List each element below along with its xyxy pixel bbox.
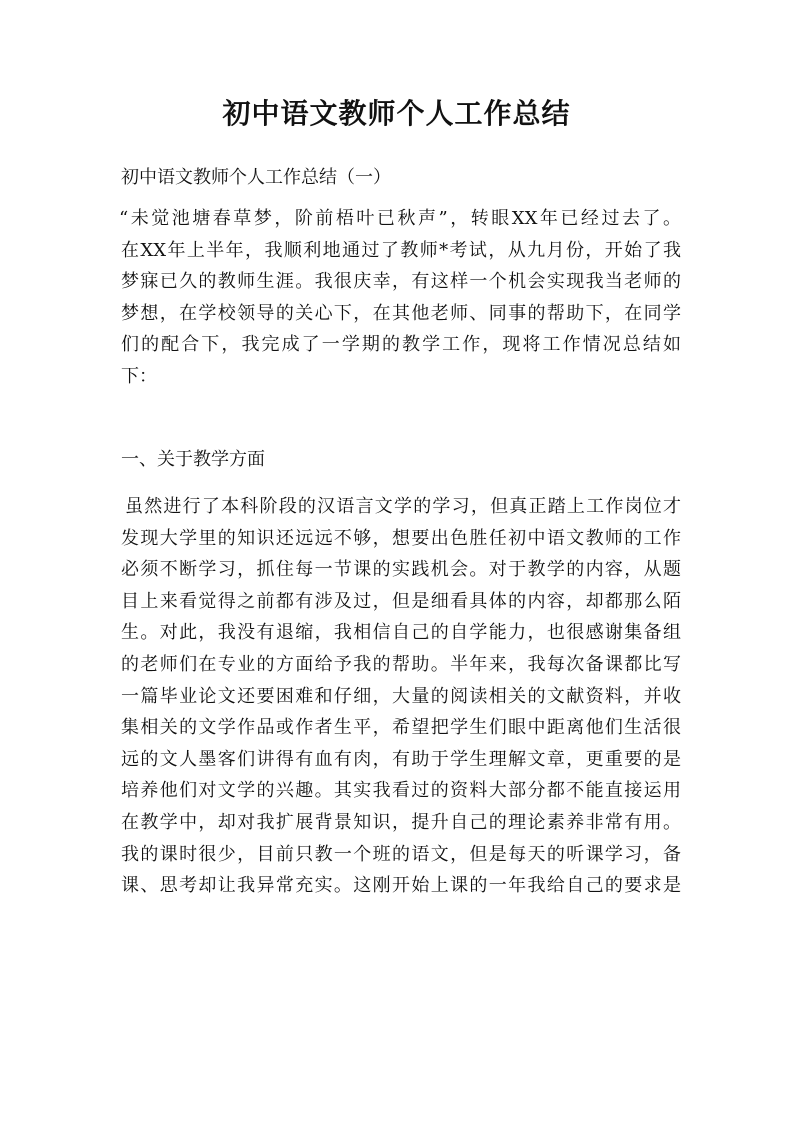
paragraph-line: 虽然进行了本科阶段的汉语言文学的学习，但真正踏上工作岗位才 bbox=[125, 496, 681, 517]
paragraph-line: 集相关的文学作品或作者生平，希望把学生们眼中距离他们生活很 bbox=[121, 717, 681, 739]
paragraph-line: 在XX年上半年，我顺利地通过了教师*考试，从九月份，开始了我 bbox=[121, 239, 681, 261]
paragraph-line: 梦想，在学校领导的关心下，在其他老师、同事的帮助下，在同学 bbox=[121, 302, 681, 324]
paragraph-line: 的老师们在专业的方面给予我的帮助。半年来，我每次备课都比写 bbox=[121, 653, 681, 675]
paragraph-line: 们的配合下，我完成了一学期的教学工作，现将工作情况总结如 bbox=[121, 334, 681, 356]
paragraph-line: 我的课时很少，目前只教一个班的语文，但是每天的听课学习，备 bbox=[121, 843, 681, 865]
paragraph-line: 下： bbox=[121, 365, 157, 387]
intro-paragraph bbox=[121, 203, 681, 393]
paragraph-line: 必须不断学习，抓住每一节课的实践机会。对于教学的内容，从题 bbox=[121, 559, 681, 581]
document-title: 初中语文教师个人工作总结 bbox=[222, 97, 571, 130]
paragraph-line: “未觉池塘春草梦，阶前梧叶已秋声”，转眼XX年已经过去了。 bbox=[119, 208, 681, 229]
paragraph-line: 发现大学里的知识还远远不够，想要出色胜任初中语文教师的工作 bbox=[121, 527, 681, 549]
paragraph-line: 课、思考却让我异常充实。这刚开始上课的一年我给自己的要求是 bbox=[121, 875, 681, 897]
paragraph-line: 培养他们对文学的兴趣。其实我看过的资料大部分都不能直接运用 bbox=[121, 780, 681, 802]
document-subtitle: 初中语文教师个人工作总结（一） bbox=[121, 167, 391, 188]
paragraph-line: 在教学中，却对我扩展背景知识，提升自己的理论素养非常有用。 bbox=[121, 811, 681, 833]
paragraph-line: 一篇毕业论文还要困难和仔细，大量的阅读相关的文献资料，并收 bbox=[121, 685, 681, 707]
paragraph-line: 生。对此，我没有退缩，我相信自己的自学能力，也很感谢集备组 bbox=[121, 622, 681, 644]
paragraph-line: 远的文人墨客们讲得有血有肉，有助于学生理解文章，更重要的是 bbox=[121, 748, 681, 770]
paragraph-line: 目上来看觉得之前都有涉及过，但是细看具体的内容，却都那么陌 bbox=[121, 590, 681, 612]
section-heading: 一、关于教学方面 bbox=[121, 449, 265, 470]
teaching-paragraph bbox=[121, 491, 681, 902]
paragraph-line: 梦寐已久的教师生涯。我很庆幸，有这样一个机会实现我当老师的 bbox=[121, 271, 681, 293]
